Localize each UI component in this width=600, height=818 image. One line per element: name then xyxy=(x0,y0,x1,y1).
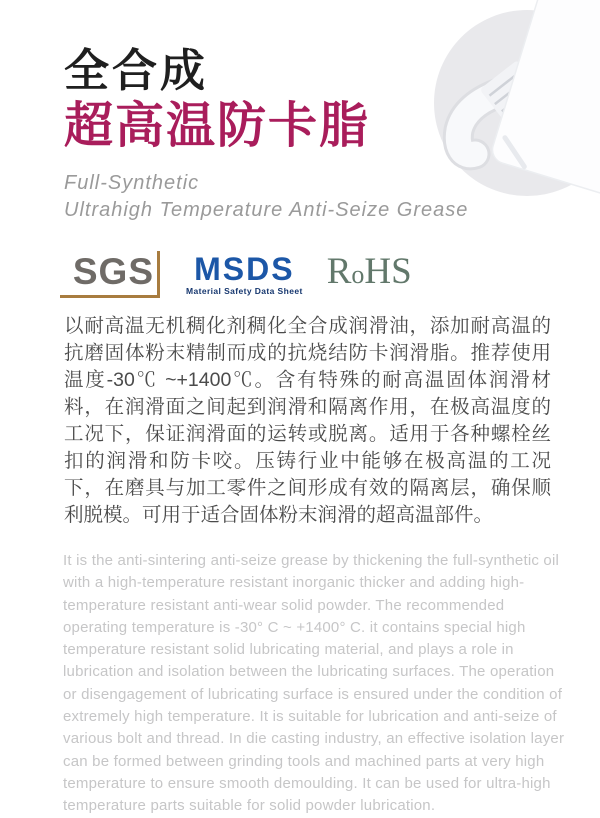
msds-logo xyxy=(186,253,303,298)
product-description-chinese: 以耐高温无机稠化剂稠化全合成润滑油，添加耐高温的抗磨固体粉末精制而成的抗烧结防卡润滑脂。推荐使用温度-30℃ ~+1400℃。含有特殊的耐高温固体润滑材料，在润滑面之间起到润滑和隔离作用，在极高温度的工况下，保证润滑面的运转或脱离。适用于各种螺栓丝扣的润滑和防卡咬。压铸行业中能够在极高温的工况下，在磨具与加工零件之间形成有效的隔离层，确保顺利脱模。可用于适合固体粉末润滑的超高温部件。 xyxy=(64,315,551,526)
rohs-logo xyxy=(327,253,412,298)
rohs-logo-text-hs: HS xyxy=(364,251,412,292)
subtitle-line2: Ultrahigh Temperature Anti-Seize Grease xyxy=(64,199,469,221)
tube-nozzle-shadow xyxy=(458,92,502,155)
product-title-cn-line1: 全合成 xyxy=(64,45,209,96)
product-title-cn-line2: 超高温防卡脂 xyxy=(64,99,371,153)
sgs-logo-text: SGS xyxy=(72,251,154,292)
rohs-logo-text-r: R xyxy=(326,251,352,292)
title-block xyxy=(64,44,370,154)
photo-background-circle xyxy=(434,10,600,196)
tube-body xyxy=(489,0,600,206)
sgs-logo xyxy=(60,251,160,298)
rohs-logo-text-o: o xyxy=(351,260,365,289)
certification-logos xyxy=(60,251,412,298)
product-description-english: It is the anti-sintering anti-seize grease by thickening the full-synthetic oil with a high-temperature resistant inorganic thicker and adding high-temperature resistant anti-wear solid powder. The recommended operating temperature is -30° C ~ +1400° C. it contains special high temperature resistant solid lubricating material, and plays a role in lubrication and isolation between the lubricating surfaces. The operation or disengagement of lubricating surface is ensured under the condition of extremely high temperature. It is suitable for lubrication and anti-seize of various bolt and thread. In die casting industry, an effective isolation layer can be formed between grinding tools and machined parts at very high temperature to ensure smooth demoulding. It can be used for ultra-high temperature parts suitable for solid powder lubrication. xyxy=(63,552,565,815)
msds-logo-subtext: Material Safety Data Sheet xyxy=(186,286,303,296)
tube-nozzle xyxy=(458,92,502,155)
product-subtitle-en xyxy=(64,170,468,224)
msds-logo-text: MSDS xyxy=(194,251,295,287)
tube-threaded-neck xyxy=(480,60,545,124)
subtitle-line1: Full-Synthetic xyxy=(64,172,200,194)
